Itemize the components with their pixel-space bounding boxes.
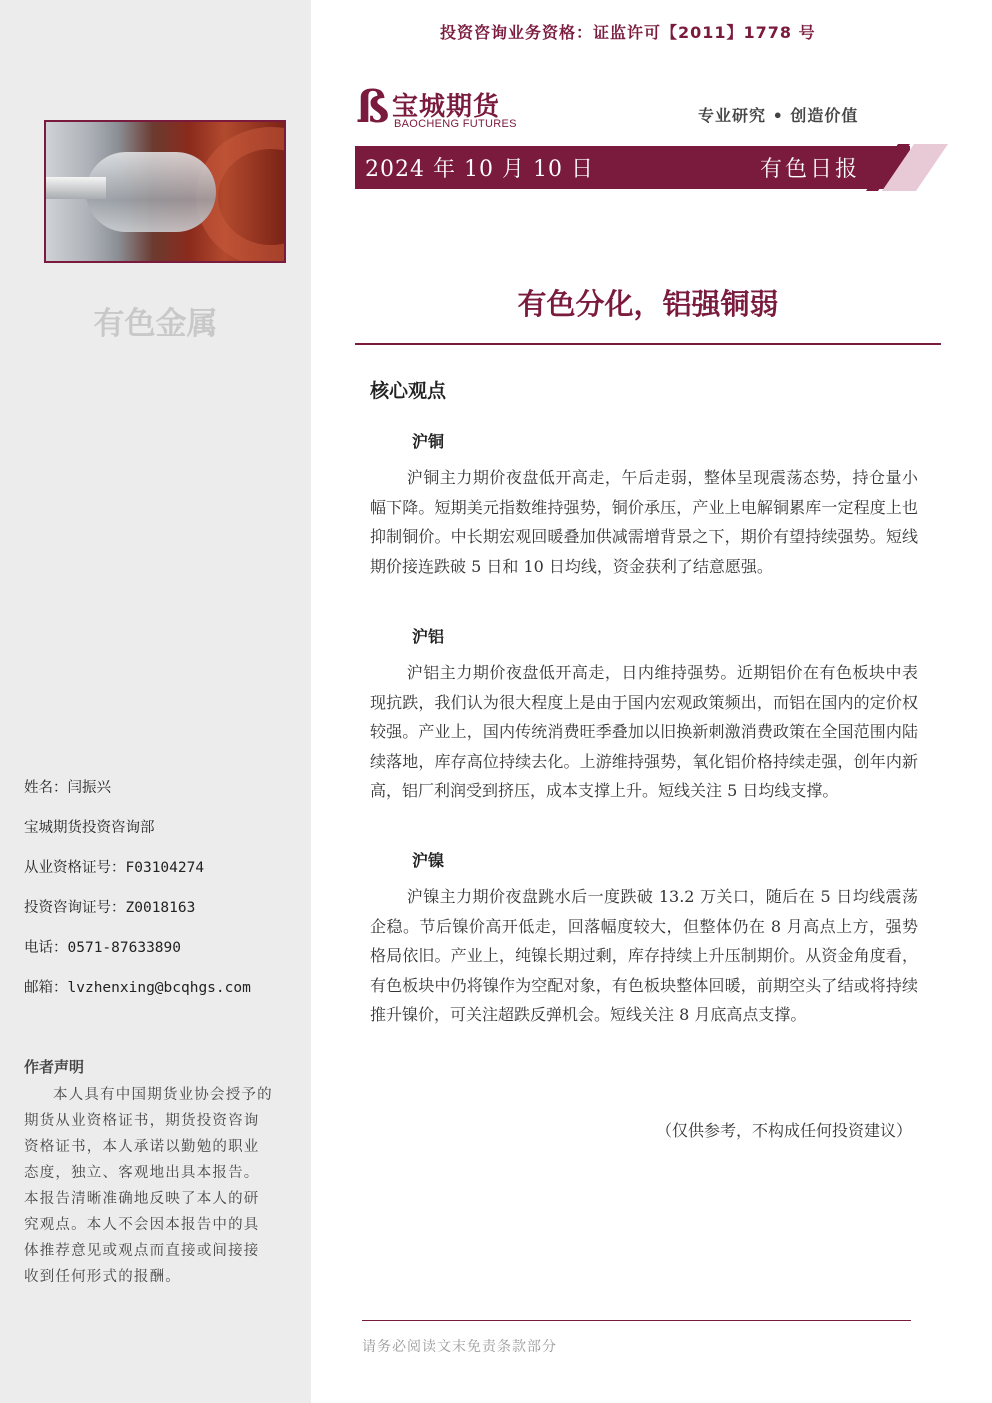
date-banner [355,146,910,189]
footer-divider [362,1320,911,1321]
logo-cn: 宝城期货 [392,92,501,122]
section-body-copper: 沪铜主力期价夜盘低开高走，午后走弱，整体呈现震荡态势，持仓量小幅下降。短期美元指数维持强势，铜价承压，产业上电解铜累库一定程度上也抑制铜价。中长期宏观回暖叠加供减需增背景之下，期价有望持续强势。短线期价接连跌破 5 日和 10 日均线，资金获利了结意愿强。 [370,468,918,576]
company-logo [356,84,526,132]
declaration-title: 作者声明 [24,1058,85,1076]
headline: 有色分化，铝强铜弱 [517,287,779,321]
license-line: 投资咨询业务资格：证监许可【2011】1778 号 [440,23,816,42]
section-title-aluminum: 沪铝 [412,627,445,646]
report-type: 有色日报 [759,157,860,182]
author-email[interactable]: 邮箱：lvzhenxing@bcqhgs.com [24,980,251,996]
disclaimer: （仅供参考，不构成任何投资建议） [655,1121,912,1140]
section-title-copper: 沪铜 [412,432,445,451]
metal-photo [44,120,286,263]
banner-stripes-icon [858,144,948,191]
slogan: 专业研究 • 创造价值 [698,106,859,125]
author-consult-id: 投资咨询证号：Z0018163 [24,900,196,916]
logo-en: BAOCHENG FUTURES [394,118,517,130]
author-phone: 电话：0571-87633890 [24,940,181,956]
author-dept: 宝城期货投资咨询部 [24,820,155,836]
sidebar [0,0,311,1403]
section-body-aluminum: 沪铝主力期价夜盘低开高走，日内维持强势。近期铝价在有色板块中表现抗跌，我们认为很大程度上是由于国内宏观政策频出，而铝在国内的定价权较强。产业上，国内传统消费旺季叠加以旧换新刺激消费政策在全国范围内陆续落地，库存高位持续去化。上游维持强势，氧化铝价格持续走强，创年内新高，铝厂利润受到挤压，成本支撑上升。短线关注 5 日均线支撑。 [370,663,918,800]
report-date: 2024 年 10 月 10 日 [365,157,594,182]
logo-mark-icon: ß [356,82,390,133]
declaration-body: 本人具有中国期货业协会授予的期货从业资格证书，期货投资咨询资格证书，本人承诺以勤勉的职业态度，独立、客观地出具本报告。本报告清晰准确地反映了本人的研究观点。本人不会因本报告中的具体推荐意见或观点而直接或间接接收到任何形式的报酬。 [24,1087,273,1285]
author-qualification: 从业资格证号：F03104274 [24,860,205,876]
section-title-nickel: 沪镍 [412,851,445,870]
core-view-title: 核心观点 [370,380,447,402]
sector-label: 有色金属 [93,306,218,342]
footer-note: 请务必阅读文末免责条款部分 [362,1339,557,1355]
section-body-nickel: 沪镍主力期价夜盘跳水后一度跌破 13.2 万关口，随后在 5 日均线震荡企稳。节后镍价高开低走，回落幅度较大，但整体仍在 8 月高点上方，强势格局依旧。产业上，纯镍长期过剩，库存持续上升压制期价。从资金角度看，有色板块中仍将镍作为空配对象，有色板块整体回暖，前期空头了结或将持续推升镍价，可关注超跌反弹机会。短线关注 8 月底高点支撑。 [370,887,918,1024]
divider [355,343,941,345]
author-name: 姓名：闫振兴 [24,780,111,796]
author-info [24,776,251,1016]
metal-rod-image [46,177,106,199]
